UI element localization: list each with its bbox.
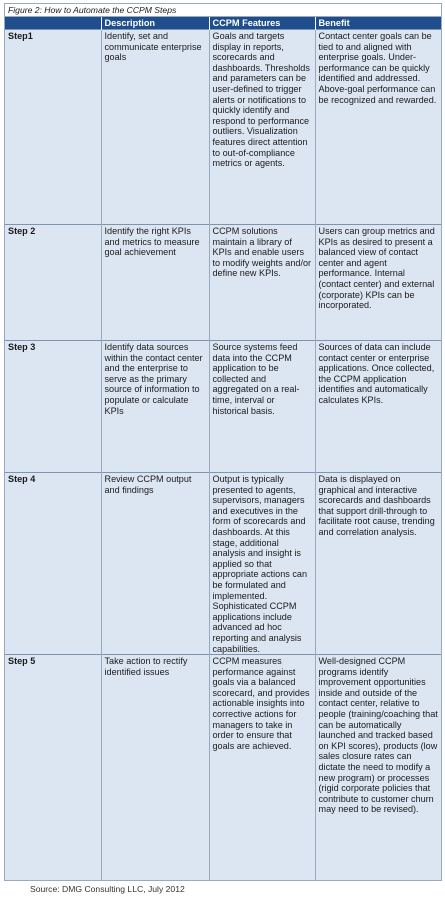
table-row	[5, 655, 441, 881]
benefit-cell: Sources of data can include contact center or enterprise applications. Once collected, the CCPM application identifies and automatically calculates KPIs.	[315, 341, 441, 473]
benefit-cell: Data is displayed on graphical and interactive scorecards and dashboards that support drill-through to facilitate root cause, trending and correlation analysis.	[315, 473, 441, 655]
header-row	[5, 17, 441, 30]
features-cell: Goals and targets display in reports, scorecards and dashboards. Thresholds and parameters can be user-defined to trigger alerts or notifications to quickly identify and respond to performance outliers. Visualization features direct attention to out-of-compliance metrics or agents.	[209, 30, 315, 225]
source-note: Source: DMG Consulting LLC, July 2012	[30, 884, 185, 894]
benefit-cell: Contact center goals can be tied to and aligned with enterprise goals. Under-performance can be quickly identified and addressed. Above-goal performance can be recognized and rewarded.	[315, 30, 441, 225]
features-cell: CCPM solutions maintain a library of KPIs and enable users to modify weights and/or define new KPIs.	[209, 225, 315, 341]
description-cell: Identify the right KPIs and metrics to measure goal achievement	[101, 225, 209, 341]
benefit-cell: Well-designed CCPM programs identify improvement opportunities inside and outside of the contact center, relative to people (training/coaching that can be automatically launched and tracked based on KPI scores), products (low sales closure rates can dictate the need to modify a new program) or processes (rigid corporate policies that contribute to customer churn may need to be revised).	[315, 655, 441, 881]
table-row	[5, 30, 441, 225]
table-row	[5, 473, 441, 655]
description-cell: Identify, set and communicate enterprise goals	[101, 30, 209, 225]
description-cell: Take action to rectify identified issues	[101, 655, 209, 881]
header-description: Description	[101, 17, 209, 30]
features-cell: Source systems feed data into the CCPM application to be collected and aggregated on a real-time, interval or historical basis.	[209, 341, 315, 473]
header-step	[5, 17, 101, 30]
ccpm-steps-table	[5, 17, 441, 881]
step-cell: Step1	[5, 30, 101, 225]
description-cell: Review CCPM output and findings	[101, 473, 209, 655]
figure-caption: Figure 2: How to Automate the CCPM Steps	[5, 4, 441, 17]
description-cell: Identify data sources within the contact center and the enterprise to serve as the primary source of information to populate or calculate KPIs	[101, 341, 209, 473]
step-cell: Step 2	[5, 225, 101, 341]
table-row	[5, 341, 441, 473]
header-features: CCPM Features	[209, 17, 315, 30]
features-cell: CCPM measures performance against goals via a balanced scorecard, and provides actionable insights into corrective actions for managers to take in order to ensure that goals are achieved.	[209, 655, 315, 881]
features-cell: Output is typically presented to agents, supervisors, managers and executives in the form of scorecards and dashboards. At this stage, additional analysis and insight is applied so that appropriate actions can be formulated and implemented. Sophisticated CCPM applications include advanced ad hoc reporting and analysis capabilities.	[209, 473, 315, 655]
header-benefit: Benefit	[315, 17, 441, 30]
figure-table	[4, 3, 442, 881]
table-row	[5, 225, 441, 341]
benefit-cell: Users can group metrics and KPIs as desired to present a balanced view of contact center and agent performance. Internal (contact center) and external (corporate) KPIs can be incorporated.	[315, 225, 441, 341]
step-cell: Step 4	[5, 473, 101, 655]
step-cell: Step 5	[5, 655, 101, 881]
step-cell: Step 3	[5, 341, 101, 473]
